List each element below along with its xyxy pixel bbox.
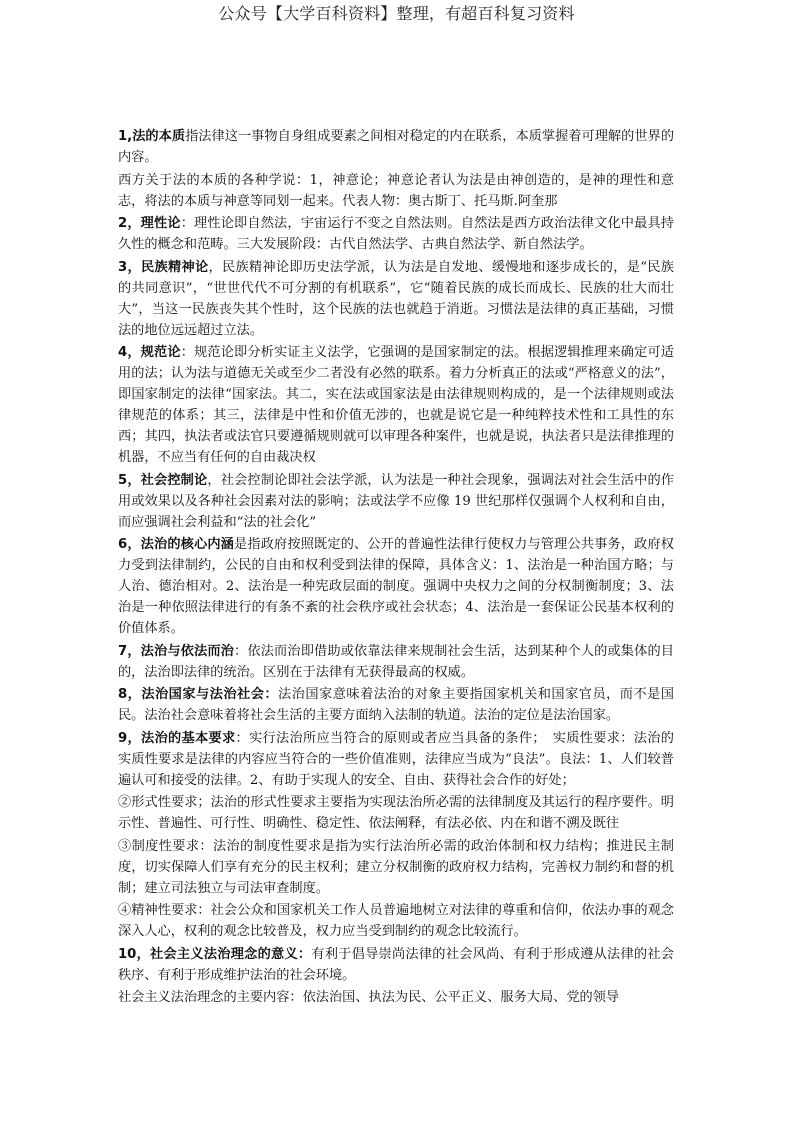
- paragraph-text: ，民族精神论即历史法学派，认为法是自发地、缓慢地和逐步成长的，是“民族的共同意识”，“世世代代不可分割的有机联系”，它“随着民族的成长而成长、民族的壮大而壮大”，当这一民族丧失其个性时，这个民族的法也就趋于消逝。习惯法是法律的真正基础，习惯法的地位远远超过立法。: [118, 259, 674, 338]
- paragraph-11: [118, 792, 674, 834]
- paragraph-text: 社会主义法治理念的主要内容：依法治国、执法为民、公平正义、服务大局、党的领导: [118, 990, 620, 1005]
- paragraph-8: [118, 641, 674, 683]
- paragraph-text: 是指政府按照既定的、公开的普遍性法律行使权力与管理公共事务，政府权力受到法律制约，公民的自由和权利受到法律的保障，具体含义：1、法治是一种治国方略；与人治、德治相对。2、法治是一种宪政层面的制度。强调中央权力之间的分权制衡制度；3、法治是一种依照法律进行的有条不紊的社会秩序或社会状态；4、法治是一套保证公民基本权利的价值体系。: [118, 537, 674, 636]
- paragraph-text: 法治国家意味着法治的对象主要指国家机关和国家官员，而不是国民。法治社会意味着将社会生活的主要方面纳入法制的轨道。法治的定位是法治国家。: [118, 687, 674, 723]
- paragraph-title: 5，社会控制论: [118, 472, 208, 488]
- paragraph-text: ：理性论即自然法，宇宙运行不变之自然法则。自然法是西方政治法律文化中最具持久性的概念和范畴。三大发展阶段：古代自然法学、古典自然法学、新自然法学。: [118, 216, 674, 252]
- paragraph-title: 7，法治与依法而治: [118, 643, 235, 659]
- paragraph-3: [118, 213, 674, 255]
- document-body: [118, 126, 674, 1010]
- paragraph-text: ：实行法治所应当符合的原则或者应当具备的条件； 实质性要求：法治的实质性要求是法律的内容应当符合的一些价值准则，法律应当成为“良法”。良法：1、人们较普遍认可和接受的法律。2、有助于实现人的安全、自由、获得社会合作的好处；: [118, 730, 674, 788]
- paragraph-text: ：依法而治即借助或依靠法律来规制社会生活，达到某种个人的或集体的目的，法治即法律的统治。区别在于法律有无获得最高的权威。: [118, 643, 674, 680]
- paragraph-text: ②形式性要求；法治的形式性要求主要指为实现法治所必需的法律制度及其运行的程序要件。明示性、普遍性、可行性、明确性、稳定性、依法阐释，有法必依、内在和谐不溯及既往: [118, 795, 674, 831]
- paragraph-10: [118, 728, 674, 791]
- paragraph-title: 9，法治的基本要求: [118, 730, 236, 746]
- paragraph-1: [118, 126, 674, 168]
- paragraph-title: 2，理性论: [118, 216, 181, 231]
- paragraph-4: [118, 257, 674, 341]
- paragraph-text: ④精神性要求：社会公众和国家机关工作人员普遍地树立对法律的尊重和信仰，依法办事的观念深入人心，权利的观念比较普及，权力应当受到制约的观念比较流行。: [118, 903, 674, 939]
- paragraph-title: 3，民族精神论: [118, 259, 209, 275]
- paragraph-text: 有利于倡导崇尚法律的社会风尚、有利于形成遵从法律的社会秩序、有利于形成维护法治的社会环境。: [118, 946, 674, 983]
- paragraph-13: [118, 900, 674, 942]
- paragraph-15: [118, 987, 674, 1008]
- paragraph-title: 4，规范论: [118, 345, 181, 360]
- paragraph-text: ，社会控制论即社会法学派，认为法是一种社会现象，强调法对社会生活中的作用或效果以及各种社会因素对法的影响；法或法学不应像 19 世纪那样仅强调个人权利和自由，而应强调社会利益和“法的社会化”: [118, 472, 674, 530]
- paragraph-9: [118, 684, 674, 726]
- paragraph-5: [118, 342, 674, 468]
- paragraph-7: [118, 534, 674, 639]
- paragraph-12: [118, 836, 674, 899]
- page-header: 公众号【大学百科资料】整理，有超百科复习资料: [218, 4, 575, 23]
- paragraph-text: 西方关于法的本质的各种学说：1，神意论；神意论者认为法是由神创造的，是神的理性和意志，将法的本质与神意等同划一起来。代表人物：奥古斯丁、托马斯.阿奎那: [118, 172, 674, 209]
- paragraph-text: 指法律这一事物自身组成要素之间相对稳定的内在联系，本质掌握着可理解的世界的内容。: [118, 129, 675, 165]
- paragraph-title: 1,法的本质: [118, 129, 186, 144]
- paragraph-text: ：规范论即分析实证主义法学，它强调的是国家制定的法。根据逻辑推理来确定可适用的法；认为法与道德无关或至少二者没有必然的联系。着力分析真正的法或“严格意义的法”，即国家制定的法律“国家法。其二，实在法或国家法是由法律规则构成的，是一个法律规则或法律规范的体系；其三，法律是中性和价值无涉的，也就是说它是一种纯粹技术性和工具性的东西；其四，执法者或法官只要遵循规则就可以审理各种案件，也就是说，执法者只是法律推理的机器，不应当有任何的自由裁决权: [118, 345, 674, 465]
- paragraph-title: 8，法治国家与法治社会：: [118, 687, 279, 702]
- paragraph-title: 10，社会主义法治理念的意义：: [118, 946, 312, 962]
- paragraph-14: [118, 944, 674, 986]
- paragraph-6: [118, 470, 674, 533]
- paragraph-text: ③制度性要求：法治的制度性要求是指为实行法治所必需的政治体制和权力结构；推进民主制度，切实保障人们享有充分的民主权利；建立分权制衡的政府权力结构，完善权力制约和督的机制；建立司法独立与司法审查制度。: [118, 838, 674, 896]
- paragraph-2: [118, 170, 674, 212]
- paragraph-title: 6，法治的核心内涵: [118, 537, 235, 552]
